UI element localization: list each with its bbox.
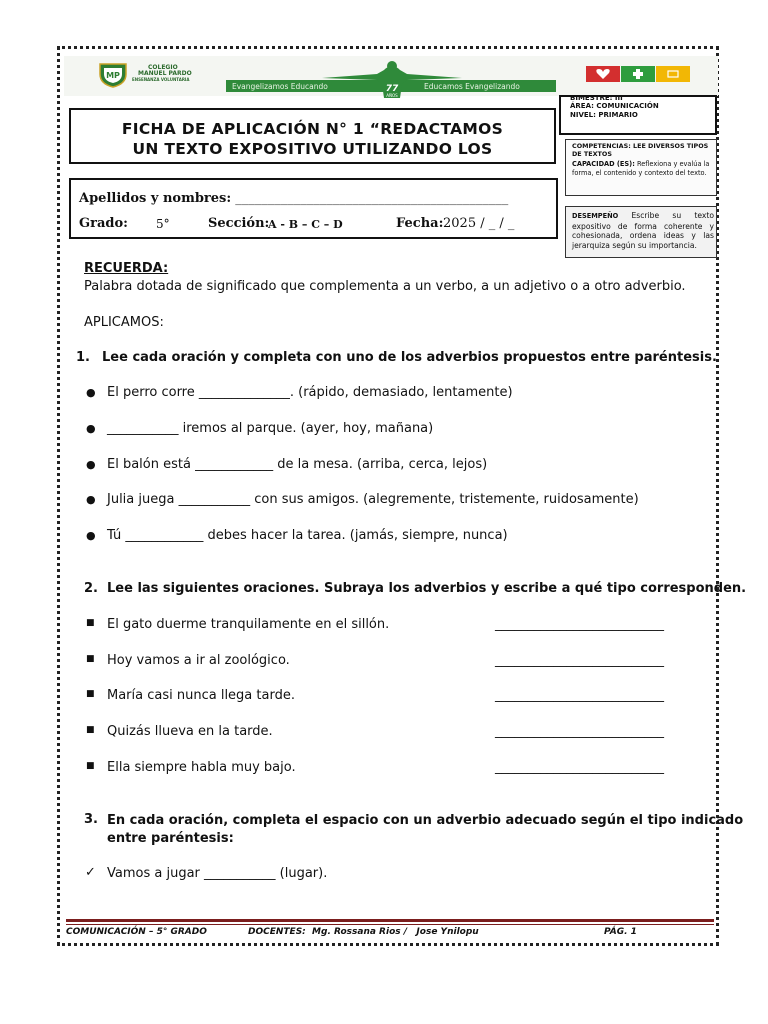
aplicamos-heading: APLICAMOS:: [84, 315, 164, 330]
q1-item[interactable]: Tú ____________ debes hacer la tarea. (jamás, siempre, nunca): [107, 528, 508, 543]
recuerda-text: Palabra dotada de significado que complementa a un verbo, a un adjetivo o a otro adverbio.: [84, 279, 686, 294]
info-box: [559, 95, 717, 135]
q2-item: Hoy vamos a ir al zoológico.: [107, 653, 290, 668]
bullet-icon: ●: [86, 493, 96, 506]
desempeno-text: Escribe su texto expositivo de forma coherente y cohesionada, ordena ideas y las jerarquiza según su importancia.: [572, 211, 714, 250]
q2-answer-line[interactable]: __________________________: [495, 724, 664, 739]
q1-instruction: Lee cada oración y completa con uno de los adverbios propuestos entre paréntesis.: [102, 350, 717, 365]
q2-item: Quizás llueva en la tarde.: [107, 724, 273, 739]
anniversary-unit: AÑOS: [386, 93, 398, 98]
square-bullet-icon: ■: [86, 689, 95, 699]
q2-answer-line[interactable]: __________________________: [495, 760, 664, 775]
bullet-icon: ●: [86, 458, 96, 471]
school-name-line1: COLEGIO: [148, 64, 178, 71]
square-bullet-icon: ■: [86, 654, 95, 664]
desempeno-label: DESEMPEÑO: [572, 212, 619, 220]
motto-left: Evangelizamos Educando: [232, 82, 328, 91]
grade-value: 5°: [156, 217, 170, 231]
q1-item[interactable]: Julia juega ___________ con sus amigos. (alegremente, tristemente, ruidosamente): [107, 492, 639, 507]
emblem-logo: [656, 66, 690, 82]
section-label: Sección:: [208, 216, 270, 231]
footer-rule: [66, 919, 714, 922]
footer-teachers: DOCENTES: Mg. Rossana Rios / Jose Ynilopu: [248, 927, 479, 937]
bullet-icon: ●: [86, 386, 96, 399]
school-shield-logo: [98, 62, 128, 88]
q3-item[interactable]: Vamos a jugar ___________ (lugar).: [107, 866, 328, 881]
name-field[interactable]: [79, 191, 508, 206]
square-bullet-icon: ■: [86, 725, 95, 735]
grade-label: Grado:: [79, 216, 128, 231]
partner-logos: [586, 66, 690, 82]
bullet-icon: ●: [86, 529, 96, 542]
name-line[interactable]: __________________________________________: [235, 191, 509, 206]
footer-page: PÁG. 1: [604, 927, 637, 937]
q2-answer-line[interactable]: __________________________: [495, 653, 664, 668]
school-name-line2: MANUEL PARDO: [138, 70, 192, 77]
q1-item[interactable]: ___________ iremos al parque. (ayer, hoy, mañana): [107, 421, 434, 436]
q2-instruction: Lee las siguientes oraciones. Subraya los adverbios y escribe a qué tipo corresponden.: [107, 581, 747, 596]
school-name-line3: ENSEÑANZA VOLUNTARIA: [132, 77, 190, 82]
date-value[interactable]: 2025 / _ / _: [443, 216, 515, 231]
footer-rule-thin: [66, 924, 714, 925]
bullet-icon: ●: [86, 422, 96, 435]
q2-number: 2.: [84, 581, 98, 596]
check-icon: ✓: [85, 865, 96, 880]
competencias-label: COMPETENCIAS: LEE DIVERSOS TIPOS DE TEXTOS: [572, 142, 709, 158]
date-label: Fecha:: [396, 216, 444, 231]
worksheet-title: [70, 119, 555, 159]
recuerda-title: RECUERDA:: [84, 261, 169, 276]
capacidad-label: CAPACIDAD (ES):: [572, 160, 635, 168]
desempeno-box: [565, 206, 717, 258]
q3-instruction-line1: En cada oración, completa el espacio con un adverbio adecuado según el tipo indicado: [107, 813, 744, 828]
name-label: Apellidos y nombres:: [79, 191, 232, 206]
bimestre-label: BIMESTRE: III: [570, 94, 623, 102]
q3-number: 3.: [84, 812, 98, 827]
anniversary-number: 77: [385, 84, 399, 94]
motto-right: Educamos Evangelizando: [424, 82, 520, 91]
q3-instruction: [107, 812, 743, 848]
q2-item: Ella siempre habla muy bajo.: [107, 760, 296, 775]
christ-statue-logo: [322, 58, 462, 98]
competencias-box: [565, 139, 717, 196]
school-name: [132, 65, 192, 83]
square-bullet-icon: ■: [86, 761, 95, 771]
nivel-label: NIVEL: PRIMARIO: [570, 111, 638, 119]
q2-item: El gato duerme tranquilamente en el sillón.: [107, 617, 390, 632]
q1-number: 1.: [76, 350, 90, 365]
cross-logo: [621, 66, 655, 82]
svg-text:MP: MP: [106, 71, 120, 80]
section-value: A - B – C – D: [268, 218, 343, 231]
title-line1: FICHA DE APLICACIÓN N° 1 “REDACTAMOS: [121, 120, 504, 138]
q1-item[interactable]: El perro corre ______________. (rápido, demasiado, lentamente): [107, 385, 513, 400]
title-line2: UN TEXTO EXPOSITIVO UTILIZANDO LOS: [132, 140, 493, 158]
q2-answer-line[interactable]: __________________________: [495, 688, 664, 703]
capacidad-text: Reflexiona y evalúa la forma, el contenido y contexto del texto.: [572, 160, 710, 177]
q3-instruction-line2: entre paréntesis:: [107, 831, 234, 846]
area-label: ÁREA: COMUNICACIÓN: [570, 102, 659, 110]
square-bullet-icon: ■: [86, 618, 95, 628]
footer-subject: COMUNICACIÓN – 5° GRADO: [66, 927, 207, 937]
q1-item[interactable]: El balón está ____________ de la mesa. (arriba, cerca, lejos): [107, 457, 488, 472]
q2-answer-line[interactable]: __________________________: [495, 617, 664, 632]
q2-item: María casi nunca llega tarde.: [107, 688, 295, 703]
heart-logo: [586, 66, 620, 82]
